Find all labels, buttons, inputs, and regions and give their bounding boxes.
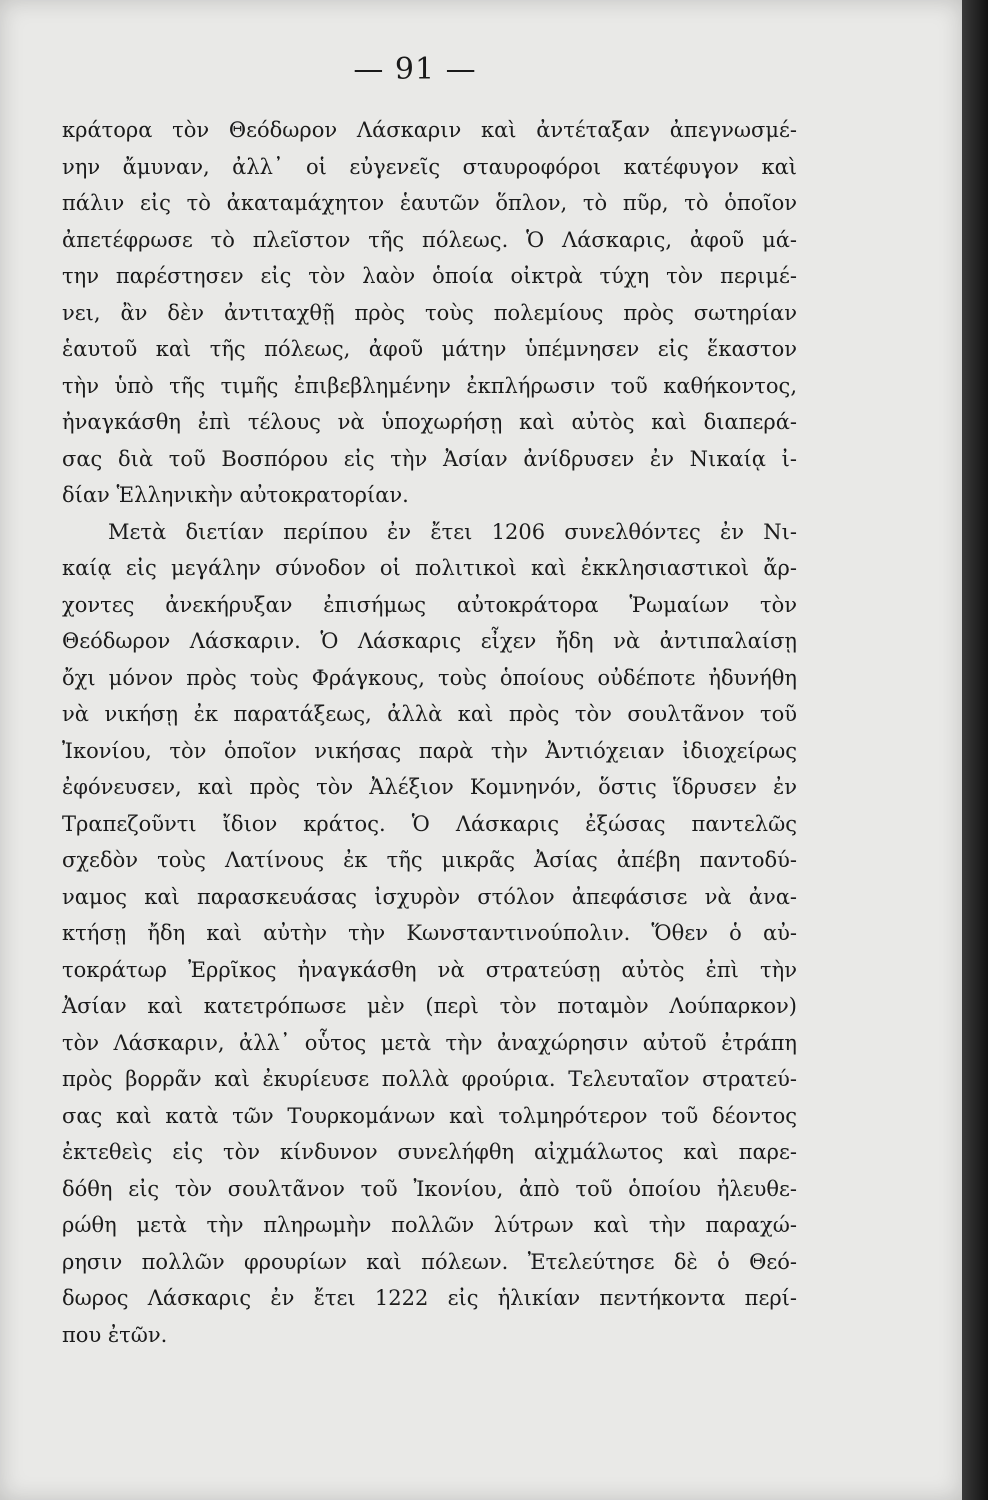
text-line: σας διὰ τοῦ Βοσπόρου εἰς τὴν Ἀσίαν ἀνίδρυσεν ἐν Νικαίᾳ ἰ- bbox=[62, 446, 797, 471]
text-line: ἑαυτοῦ καὶ τῆς πόλεως, ἀφοῦ μάτην ὑπέμνησεν εἰς ἕκαστον bbox=[62, 337, 797, 361]
text-line: ναμος καὶ παρασκευάσας ἰσχυρὸν στόλον ἀπεφάσισε νὰ ἀνα- bbox=[62, 884, 797, 909]
text-line: δόθη εἰς τὸν σουλτᾶνον τοῦ Ἰκονίου, ἀπὸ τοῦ ὁποίου ἠλευθε- bbox=[62, 1176, 797, 1201]
text-line: τὸν Λάσκαριν, ἀλλ᾽ οὗτος μετὰ τὴν ἀναχώρησιν αὐτοῦ ἐτράπη bbox=[62, 1030, 797, 1055]
text-line: ἐκτεθεὶς εἰς τὸν κίνδυνον συνελήφθη αἰχμάλωτος καὶ παρε- bbox=[62, 1140, 797, 1164]
text-line: σχεδὸν τοὺς Λατίνους ἐκ τῆς μικρᾶς Ἀσίας ἀπέβη παντοδύ- bbox=[62, 848, 797, 872]
text-line: πάλιν εἰς τὸ ἀκαταμάχητον ἑαυτῶν ὅπλον, τὸ πῦρ, τὸ ὁποῖον bbox=[62, 191, 797, 215]
text-line: νην ἄμυναν, ἀλλ᾽ οἱ εὐγενεῖς σταυροφόροι κατέφυγον καὶ bbox=[62, 154, 797, 179]
text-line: χοντες ἀνεκήρυξαν ἐπισήμως αὐτοκράτορα Ῥωμαίων τὸν bbox=[62, 592, 797, 617]
text-line: ὄχι μόνον πρὸς τοὺς Φράγκους, τοὺς ὁποίους οὐδέποτε ἠδυνήθη bbox=[62, 665, 797, 690]
text-line: τὴν ὑπὸ τῆς τιμῆς ἐπιβεβλημένην ἐκπλήρωσιν τοῦ καθήκοντος, bbox=[62, 373, 797, 398]
page-edge-shadow bbox=[962, 0, 988, 1500]
text-line: σας καὶ κατὰ τῶν Τουρκομάνων καὶ τολμηρότερον τοῦ δέοντος bbox=[62, 1103, 797, 1128]
text-line: νὰ νικήσῃ ἐκ παρατάξεως, ἀλλὰ καὶ πρὸς τὸν σουλτᾶνον τοῦ bbox=[62, 702, 797, 726]
text-line: νει, ἂν δὲν ἀντιταχθῇ πρὸς τοὺς πολεμίους πρὸς σωτηρίαν bbox=[62, 300, 797, 325]
paragraph-start-line: Μετὰ διετίαν περίπου ἐν ἔτει 1206 συνελθόντες ἐν Νι- bbox=[108, 519, 797, 544]
text-line: δίαν Ἑλληνικὴν αὐτοκρατορίαν. bbox=[62, 483, 409, 507]
text-line: κράτορα τὸν Θεόδωρον Λάσκαριν καὶ ἀντέταξαν ἀπεγνωσμέ- bbox=[62, 118, 797, 142]
text-line: Ἰκονίου, τὸν ὁποῖον νικήσας παρὰ τὴν Ἀντιόχειαν ἰδιοχείρως bbox=[62, 738, 797, 763]
text-line: πρὸς βορρᾶν καὶ ἐκυρίευσε πολλὰ φρούρια. Τελευταῖον στρατεύ- bbox=[62, 1067, 797, 1091]
page-body-text bbox=[62, 112, 797, 1353]
text-line: τοκράτωρ Ἐρρῖκος ἠναγκάσθη νὰ στρατεύσῃ αὐτὸς ἐπὶ τὴν bbox=[62, 957, 797, 982]
text-line: Θεόδωρον Λάσκαριν. Ὁ Λάσκαρις εἶχεν ἤδη νὰ ἀντιπαλαίσῃ bbox=[62, 629, 797, 653]
text-line: την παρέστησεν εἰς τὸν λαὸν ὁποία οἰκτρὰ τύχη τὸν περιμέ- bbox=[62, 264, 797, 288]
text-line: Τραπεζοῦντι ἴδιον κράτος. Ὁ Λάσκαρις ἐξώσας παντελῶς bbox=[62, 811, 797, 836]
text-line: που ἐτῶν. bbox=[62, 1322, 168, 1347]
text-line: Ἀσίαν καὶ κατετρόπωσε μὲν (περὶ τὸν ποταμὸν Λούπαρκον) bbox=[62, 994, 797, 1018]
text-line: ἀπετέφρωσε τὸ πλεῖστον τῆς πόλεως. Ὁ Λάσκαρις, ἀφοῦ μά- bbox=[62, 227, 797, 252]
page-number: — 91 — bbox=[353, 52, 477, 87]
text-line: κτήσῃ ἤδη καὶ αὐτὴν τὴν Κωνσταντινούπολιν. Ὅθεν ὁ αὐ- bbox=[62, 921, 797, 945]
text-line: καίᾳ εἰς μεγάλην σύνοδον οἱ πολιτικοὶ καὶ ἐκκλησιαστικοὶ ἄρ- bbox=[62, 556, 797, 580]
text-line: δωρος Λάσκαρις ἐν ἔτει 1222 εἰς ἡλικίαν πεντήκοντα περί- bbox=[62, 1286, 797, 1310]
text-line: ρώθη μετὰ τὴν πληρωμὴν πολλῶν λύτρων καὶ τὴν παραχώ- bbox=[62, 1213, 797, 1237]
text-line: ρησιν πολλῶν φρουρίων καὶ πόλεων. Ἐτελεύτησε δὲ ὁ Θεό- bbox=[62, 1249, 797, 1274]
text-line: ἐφόνευσεν, καὶ πρὸς τὸν Ἀλέξιον Κομνηνόν, ὅστις ἵδρυσεν ἐν bbox=[62, 775, 797, 799]
text-line: ἠναγκάσθη ἐπὶ τέλους νὰ ὑποχωρήσῃ καὶ αὐτὸς καὶ διαπερά- bbox=[62, 410, 797, 434]
